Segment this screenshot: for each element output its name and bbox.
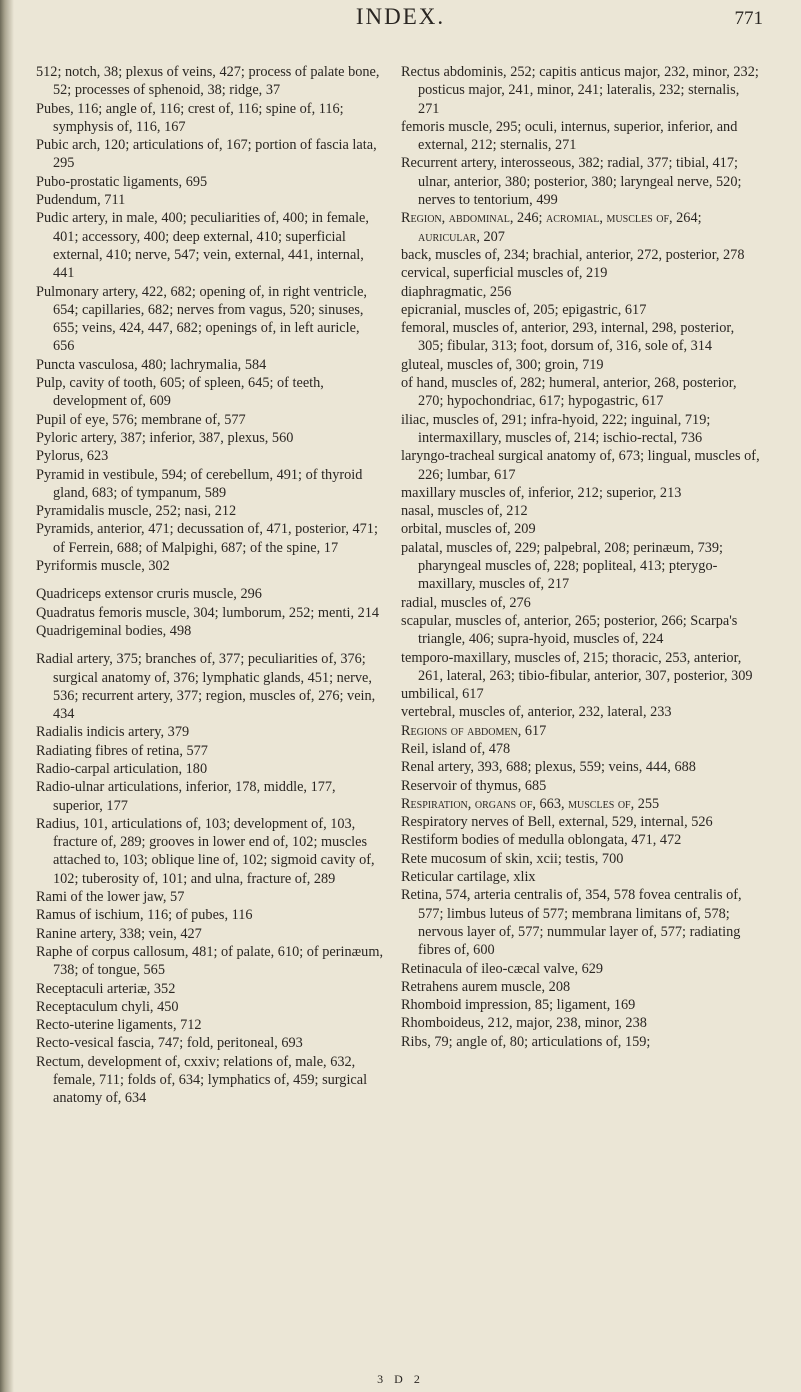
page-title: INDEX.: [355, 4, 446, 29]
index-entry: Renal artery, 393, 688; plexus, 559; veins, 444, 688: [401, 759, 696, 776]
index-entry: Radialis indicis artery, 379: [36, 724, 190, 741]
index-entry: Pyloric artery, 387; inferior, 387, plexus, 560: [36, 429, 294, 446]
index-entry: Receptaculum chyli, 450: [36, 998, 179, 1015]
index-entry: radial, muscles of, 276: [401, 594, 531, 611]
signature-mark: 3 D 2: [377, 1372, 424, 1386]
index-entry: umbilical, 617: [401, 686, 484, 703]
index-entry: Regions of abdomen, 617: [401, 722, 547, 739]
index-entry: Pyramids, anterior, 471; decussation of, 471, posterior, 471; of Ferrein, 688; of Malpighi, 687; of the spine, 17: [36, 521, 378, 556]
index-entry: nasal, muscles of, 212: [401, 503, 528, 520]
index-entry: Rete mucosum of skin, xcii; testis, 700: [401, 850, 624, 867]
index-entry: palatal, muscles of, 229; palpebral, 208; perinæum, 739; pharyngeal muscles of, 228; popliteal, 413; pterygo-maxillary, muscles of, 217: [401, 539, 724, 593]
index-entry: Pubic arch, 120; articulations of, 167; portion of fascia lata, 295: [36, 137, 377, 172]
index-entry: Respiration, organs of, 663, muscles of, 255: [401, 795, 660, 812]
index-entry: Reservoir of thymus, 685: [401, 777, 547, 794]
index-entry: Retinacula of ileo-cæcal valve, 629: [401, 960, 604, 977]
index-entry: cervical, superficial muscles of, 219: [401, 265, 608, 282]
index-entry: Recto-uterine ligaments, 712: [36, 1017, 202, 1034]
index-entry: maxillary muscles of, inferior, 212; superior, 213: [401, 484, 682, 501]
index-entry: Reil, island of, 478: [401, 740, 511, 757]
index-entry: Reticular cartilage, xlix: [401, 869, 536, 886]
index-entry: Pudic artery, in male, 400; peculiarities of, 400; in female, 401; accessory, 400; deep external, 410; superficial external, 410; nerve, 547; vein, external, 441, internal, 441: [36, 210, 369, 282]
index-column-right: [401, 63, 763, 1051]
index-entry: Raphe of corpus callosum, 481; of palate, 610; of perinæum, 738; of tongue, 565: [36, 943, 384, 979]
index-entry: Radio-ulnar articulations, inferior, 178, middle, 177, superior, 177: [36, 779, 336, 814]
index-entry: femoris muscle, 295; oculi, internus, superior, inferior, and external, 212; sternalis, 271: [401, 118, 738, 154]
index-entry: Restiform bodies of medulla oblongata, 471, 472: [401, 832, 682, 849]
index-entry: orbital, muscles of, 209: [401, 521, 536, 538]
index-entry: Radial artery, 375; branches of, 377; peculiarities of, 376; surgical anatomy of, 376; lymphatic glands, 451; nerve, 536; recurrent artery, 377; region, muscles of, 276; vein, 434: [36, 651, 376, 723]
index-entry: Retina, 574, arteria centralis of, 354, 578 fovea centralis of, 577; limbus luteus of 577; membrana limitans of, 578; nervous layer of, 577; nummular layer of, 577; radiating fibres of, 600: [401, 887, 742, 959]
page-binding-shadow: [0, 0, 14, 1392]
index-entry: Recurrent artery, interosseous, 382; radial, 377; tibial, 417; ulnar, anterior, 380; posterior, 380; laryngeal nerve, 520; nerves to tentorium, 499: [401, 155, 742, 209]
index-entry: Pyriformis muscle, 302: [36, 558, 170, 575]
index-entry: Pyramidalis muscle, 252; nasi, 212: [36, 503, 237, 520]
index-entry: Quadriceps extensor cruris muscle, 296: [36, 586, 262, 603]
index-entry: Pudendum, 711: [36, 192, 126, 209]
index-entry: Rectum, development of, cxxiv; relations of, male, 632, female, 711; folds of, 634; lymphatics of, 459; surgical anatomy of, 634: [36, 1053, 368, 1107]
index-entry: vertebral, muscles of, anterior, 232, lateral, 233: [401, 704, 672, 721]
index-entry: Pupil of eye, 576; membrane of, 577: [36, 411, 246, 428]
index-entry: Receptaculi arteriæ, 352: [36, 980, 176, 997]
page-header: [0, 4, 801, 44]
index-entry: Pulmonary artery, 422, 682; opening of, in right ventricle, 654; capillaries, 682; nerves from vagus, 520; sinuses, 655; veins, 424, 447, 682; openings of, in left auricle, 656: [36, 283, 368, 355]
index-entry: Pubes, 116; angle of, 116; crest of, 116; spine of, 116; symphysis of, 116, 167: [36, 100, 344, 135]
index-entry: Rhomboideus, 212, major, 238, minor, 238: [401, 1015, 647, 1032]
index-entry: Radiating fibres of retina, 577: [36, 742, 208, 759]
index-entry: Rami of the lower jaw, 57: [36, 889, 185, 906]
index-entry: Retrahens aurem muscle, 208: [401, 978, 571, 995]
index-entry: Rectus abdominis, 252; capitis anticus major, 232, minor, 232; posticus major, 241, minor, 241; lateralis, 232; sternalis, 271: [401, 64, 759, 117]
page-number: 771: [734, 8, 763, 29]
index-entry: Radio-carpal articulation, 180: [36, 760, 208, 777]
index-entry: Ramus of ischium, 116; of pubes, 116: [36, 907, 253, 924]
index-entry: diaphragmatic, 256: [401, 283, 512, 300]
index-entry: epicranial, muscles of, 205; epigastric, 617: [401, 301, 647, 318]
index-entry: laryngo-tracheal surgical anatomy of, 673; lingual, muscles of, 226; lumbar, 617: [401, 448, 760, 483]
index-entry: Recto-vesical fascia, 747; fold, peritoneal, 693: [36, 1035, 303, 1052]
index-entry: Rhomboid impression, 85; ligament, 169: [401, 997, 636, 1014]
index-entry: scapular, muscles of, anterior, 265; posterior, 266; Scarpa's triangle, 406; supra-hyoid, muscles of, 224: [401, 612, 738, 648]
index-entry: Respiratory nerves of Bell, external, 529, internal, 526: [401, 814, 713, 831]
index-entry: Radius, 101, articulations of, 103; development of, 103, fracture of, 289; grooves in lower end of, 102; muscles attached to, 103; oblique line of, 102; sigmoid cavity of, 102; tuberosity of, 101; and ulna, fracture of, 289: [36, 815, 375, 887]
index-entry: Ranine artery, 338; vein, 427: [36, 925, 202, 942]
index-entry: Pulp, cavity of tooth, 605; of spleen, 645; of teeth, development of, 609: [36, 375, 324, 410]
index-entry: of hand, muscles of, 282; humeral, anterior, 268, posterior, 270; hypochondriac, 617; hypogastric, 617: [401, 375, 737, 410]
index-entry: temporo-maxillary, muscles of, 215; thoracic, 253, anterior, 261, lateral, 263; tibio-fibular, anterior, 307, posterior, 309: [401, 649, 753, 684]
index-entry: Quadrigeminal bodies, 498: [36, 622, 192, 639]
index-entry: Quadratus femoris muscle, 304; lumborum, 252; menti, 214: [36, 604, 380, 621]
index-column-left: [36, 63, 384, 1108]
index-entry: Region, abdominal, 246; acromial, muscles of, 264; auricular, 207: [401, 210, 702, 245]
index-entry: Puncta vasculosa, 480; lachrymalia, 584: [36, 356, 267, 373]
index-entry: Pubo-prostatic ligaments, 695: [36, 173, 208, 190]
index-entry: 512; notch, 38; plexus of veins, 427; process of palate bone, 52; processes of sphenoid, 38; ridge, 37: [36, 64, 380, 99]
index-entry: Ribs, 79; angle of, 80; articulations of, 159;: [401, 1033, 651, 1050]
index-entry: femoral, muscles of, anterior, 293, internal, 298, posterior, 305; fibular, 313; foot, dorsum of, 316, sole of, 314: [401, 320, 735, 355]
index-entry: Pylorus, 623: [36, 448, 109, 465]
index-entry: Pyramid in vestibule, 594; of cerebellum, 491; of thyroid gland, 683; of tympanum, 589: [36, 466, 363, 501]
index-entry: gluteal, muscles of, 300; groin, 719: [401, 356, 604, 373]
index-entry: back, muscles of, 234; brachial, anterior, 272, posterior, 278: [401, 246, 745, 263]
index-entry: iliac, muscles of, 291; infra-hyoid, 222; inguinal, 719; intermaxillary, muscles of, 214; ischio-rectal, 736: [401, 411, 711, 446]
